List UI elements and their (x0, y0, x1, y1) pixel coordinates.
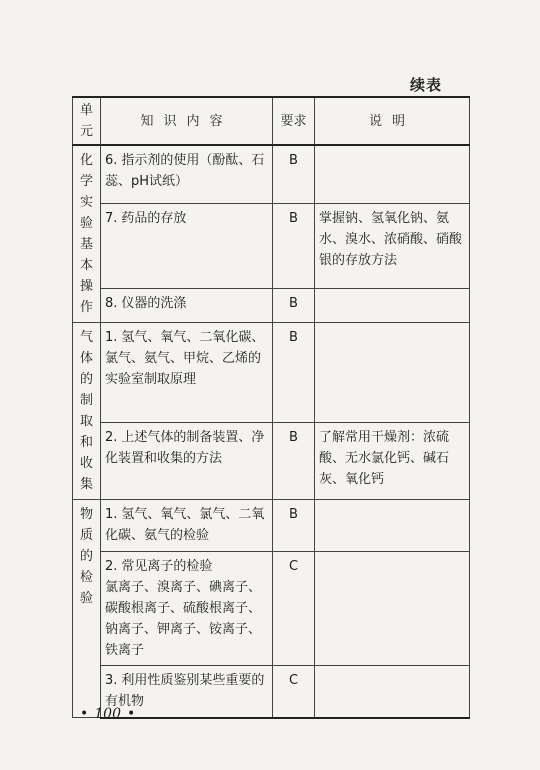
knowledge-cell: 2. 上述气体的制备装置、净化装置和收集的方法 (101, 422, 273, 499)
table-header-row (73, 97, 470, 145)
knowledge-cell: 1. 氢气、氧气、二氧化碳、氯气、氨气、甲烷、乙烯的实验室制取原理 (101, 323, 273, 423)
knowledge-cell: 8. 仪器的洗涤 (101, 288, 273, 322)
table-row (73, 145, 470, 204)
requirement-cell: C (273, 666, 315, 718)
note-cell (315, 323, 470, 423)
requirement-cell: C (273, 552, 315, 666)
note-cell (315, 288, 470, 322)
table-row (73, 422, 470, 499)
knowledge-cell: 2. 常见离子的检验 氯离子、溴离子、碘离子、碳酸根离子、硫酸根离子、钠离子、钾离子、铵离子、铁离子 (101, 552, 273, 666)
unit-cell: 化学实验基本操作 (73, 145, 101, 323)
table-row (73, 204, 470, 288)
page-dot-right: • (127, 706, 136, 722)
note-cell (315, 500, 470, 552)
requirement-cell: B (273, 288, 315, 322)
header-knowledge: 知识内容 (101, 97, 273, 145)
table-row (73, 500, 470, 552)
note-cell (315, 145, 470, 204)
requirement-cell: B (273, 500, 315, 552)
note-cell (315, 552, 470, 666)
unit-cell: 物质的检验 (73, 500, 101, 718)
note-cell: 了解常用干燥剂：浓硫酸、无水氯化钙、碱石灰、氧化钙 (315, 422, 470, 499)
unit-cell: 气体的制取和收集 (73, 323, 101, 500)
requirement-cell: B (273, 145, 315, 204)
knowledge-cell: 6. 指示剂的使用（酚酞、石蕊、pH试纸） (101, 145, 273, 204)
table-row (73, 288, 470, 322)
table-row (73, 323, 470, 423)
continued-label: 续表 (410, 76, 443, 94)
requirement-cell: B (273, 204, 315, 288)
header-unit: 单元 (73, 97, 101, 145)
header-requirement: 要求 (273, 97, 315, 145)
knowledge-table (72, 96, 470, 719)
ion-list: 氯离子、溴离子、碘离子、碳酸根离子、硫酸根离子、钠离子、钾离子、铵离子、铁离子 (105, 580, 262, 658)
page-number: • 100 • (80, 706, 136, 722)
requirement-cell: B (273, 323, 315, 423)
knowledge-cell: 3. 利用性质鉴别某些重要的有机物 (101, 666, 273, 718)
knowledge-cell: 7. 药品的存放 (101, 204, 273, 288)
header-note: 说明 (315, 97, 470, 145)
note-cell: 掌握钠、氢氧化钠、氨水、溴水、浓硝酸、硝酸银的存放方法 (315, 204, 470, 288)
table-row (73, 552, 470, 666)
requirement-cell: B (273, 422, 315, 499)
page-dot-left: • (80, 706, 89, 722)
knowledge-cell: 1. 氢气、氧气、氯气、二氧化碳、氨气的检验 (101, 500, 273, 552)
note-cell (315, 666, 470, 718)
